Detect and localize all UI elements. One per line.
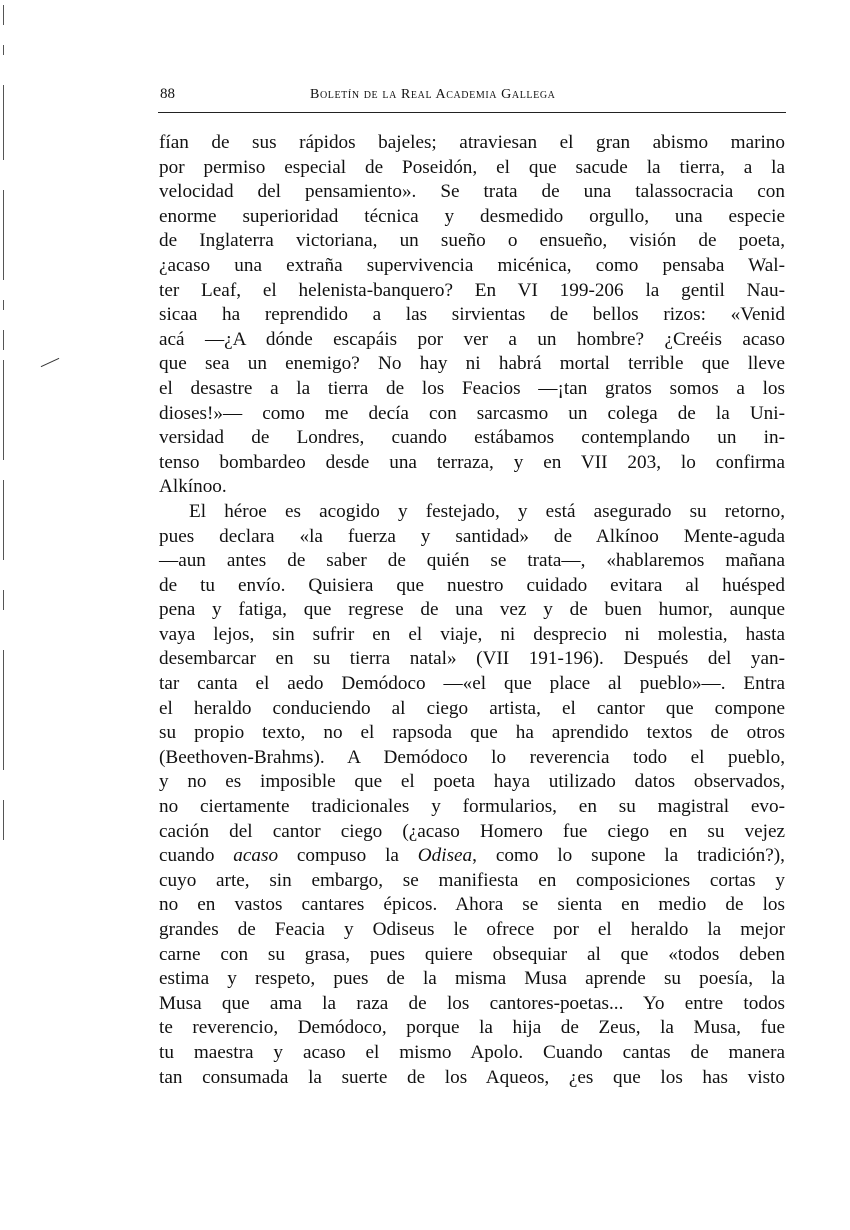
- text-line: por permiso especial de Poseidón, el que sacude la tierra, a la: [159, 156, 785, 178]
- text-line: de Inglaterra victoriana, un sueño o ensueño, visión de poeta,: [159, 230, 785, 252]
- text-line: carne con su grasa, pues quiere obsequiar al que «todos deben: [159, 943, 785, 965]
- text-line: su propio texto, no el rapsoda que ha aprendido textos de otros: [159, 722, 785, 744]
- text-line: El héroe es acogido y festejado, y está asegurado su retorno,: [189, 500, 785, 522]
- text-line: enorme superioridad técnica y desmedido orgullo, una especie: [159, 205, 785, 227]
- text-line: el heraldo conduciendo al ciego artista, el cantor que compone: [159, 697, 785, 719]
- text-line: fían de sus rápidos bajeles; atraviesan el gran abismo marino: [159, 132, 785, 153]
- text-line: tu maestra y acaso el mismo Apolo. Cuando cantas de manera: [159, 1041, 785, 1063]
- text-line: te reverencio, Demódoco, porque la hija de Zeus, la Musa, fue: [159, 1017, 785, 1039]
- text-line: Musa que ama la raza de los cantores-poetas... Yo entre todos: [159, 992, 785, 1014]
- header-rule: [158, 112, 786, 113]
- text-line: cación del cantor ciego (¿acaso Homero fue ciego en su vejez: [159, 820, 785, 842]
- text-line: de tu envío. Quisiera que nuestro cuidado evitara al huésped: [159, 574, 785, 596]
- text-line: estima y respeto, pues de la misma Musa aprende su poesía, la: [159, 968, 785, 990]
- text-line: tar canta el aedo Demódoco —«el que place al pueblo»—. Entra: [159, 673, 785, 695]
- text-line: desembarcar en su tierra natal» (VII 191-196). Después del yan-: [159, 648, 785, 670]
- text-line: que sea un enemigo? No hay ni habrá mortal terrible que lleve: [159, 353, 785, 375]
- text-line: no en vastos cantares épicos. Ahora se sienta en medio de los: [159, 894, 785, 916]
- text-line: velocidad del pensamiento». Se trata de una talassocracia con: [159, 181, 785, 203]
- text-line: no ciertamente tradicionales y formularios, en su magistral evo-: [159, 796, 785, 818]
- text-line: dioses!»— como me decía con sarcasmo un colega de la Uni-: [159, 402, 785, 424]
- page-header: [160, 86, 785, 108]
- page-number: 88: [160, 86, 175, 102]
- text-line: sicaa ha reprendido a las sirvientas de bellos rizos: «Venid: [159, 304, 785, 326]
- text-line: vaya lejos, sin sufrir en el viaje, ni desprecio ni molestia, hasta: [159, 623, 785, 645]
- body-text: [159, 131, 785, 1090]
- text-line: Alkínoo.: [159, 476, 227, 498]
- text-line: (Beethoven-Brahms). A Demódoco lo reverencia todo el pueblo,: [159, 746, 785, 768]
- text-line: pena y fatiga, que regrese de una vez y de buen humor, aunque: [159, 599, 785, 621]
- text-line: tenso bombardeo desde una terraza, y en VII 203, lo confirma: [159, 451, 785, 473]
- text-line: tan consumada la suerte de los Aqueos, ¿es que los has visto: [159, 1066, 785, 1088]
- scan-stray-mark: [41, 358, 60, 367]
- text-line: cuyo arte, sin embargo, se manifiesta en composiciones cortas y: [159, 869, 785, 891]
- text-line: acá —¿A dónde escapáis por ver a un hombre? ¿Creéis acaso: [159, 328, 785, 350]
- text-line: versidad de Londres, cuando estábamos contemplando un in-: [159, 427, 785, 449]
- text-line: ter Leaf, el helenista-banquero? En VI 199-206 la gentil Nau-: [159, 279, 785, 301]
- text-line: ¿acaso una extraña supervivencia micénica, como pensaba Wal-: [159, 254, 785, 276]
- text-line: pues declara «la fuerza y santidad» de Alkínoo Mente-aguda: [159, 525, 785, 547]
- scan-margin-artifacts: [3, 0, 7, 1230]
- text-line: y no es imposible que el poeta haya utilizado datos observados,: [159, 771, 785, 793]
- text-line: cuando acaso compuso la Odisea, como lo supone la tradición?),: [159, 845, 785, 867]
- text-line: —aun antes de saber de quién se trata—, «hablaremos mañana: [159, 550, 785, 572]
- running-title: Boletín de la Real Academia Gallega: [310, 87, 556, 102]
- text-line: el desastre a la tierra de los Feacios —¡tan gratos somos a los: [159, 377, 785, 399]
- text-line: grandes de Feacia y Odiseus le ofrece por el heraldo la mejor: [159, 919, 785, 940]
